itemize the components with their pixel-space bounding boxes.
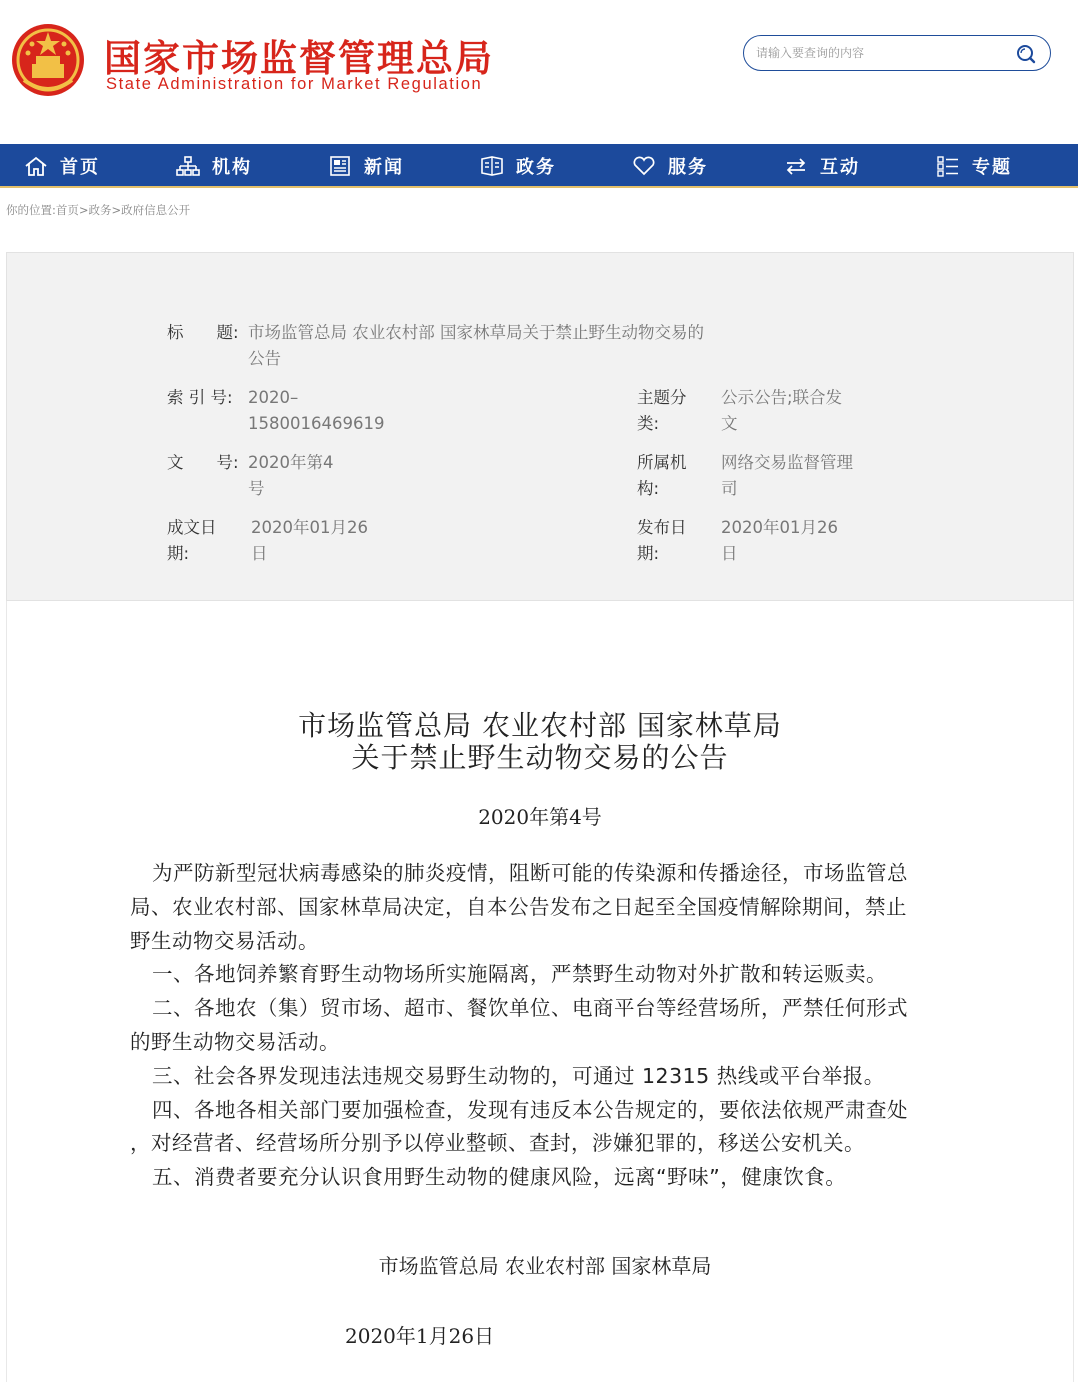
info-title-label: 标 题:	[167, 323, 239, 342]
info-org-line1: 网络交易监督管理	[721, 453, 853, 472]
document-number: 2020年第4号	[478, 805, 602, 829]
info-index-label: 索 引 号:	[167, 388, 233, 407]
info-published-label-line2: 期:	[637, 544, 660, 563]
site-title[interactable]: 国家市场监督管理总局	[104, 37, 494, 80]
info-org-line2: 司	[721, 479, 738, 498]
info-topic-label-line1: 主题分	[637, 388, 687, 407]
home-icon	[24, 155, 48, 177]
document-title	[0, 710, 1080, 774]
info-created-line2: 日	[251, 544, 268, 563]
search-box	[743, 35, 1051, 71]
site-header	[0, 0, 1080, 144]
info-org-label-line1: 所属机	[637, 453, 687, 472]
paragraph-intro-line1: 为严防新型冠状病毒感染的肺炎疫情，阻断可能的传染源和传播途径，市场监管总	[152, 861, 908, 885]
breadcrumb-prefix: 你的位置:	[6, 203, 56, 217]
document-info-panel	[6, 252, 1074, 601]
topic-icon	[936, 155, 960, 177]
info-published-label-line1: 发布日	[637, 518, 687, 537]
nav-label: 政务	[516, 157, 556, 178]
search-icon[interactable]	[1016, 44, 1036, 64]
nav-item-news[interactable]	[304, 144, 456, 188]
national-emblem-icon[interactable]	[10, 20, 86, 100]
paragraph-intro-line2: 局、农业农村部、国家林草局决定，自本公告发布之日起至全国疫情解除期间，禁止	[130, 894, 907, 919]
breadcrumb-home[interactable]: 首页	[55, 203, 79, 217]
breadcrumb	[6, 202, 190, 218]
nav-label: 机构	[212, 157, 252, 178]
info-title-line2: 公告	[248, 349, 281, 368]
main-nav	[0, 144, 1078, 188]
nav-item-service[interactable]	[608, 144, 760, 188]
org-chart-icon	[176, 155, 200, 177]
info-topic-line2: 文	[721, 414, 738, 433]
paragraph-intro-line3: 野生动物交易活动。	[130, 928, 319, 953]
paragraph-item2-line1: 二、各地农（集）贸市场、超市、餐饮单位、电商平台等经营场所，严禁任何形式	[152, 996, 908, 1021]
info-created-line1: 2020年01月26	[251, 518, 368, 537]
info-published-line2: 日	[721, 544, 738, 563]
info-published-line1: 2020年01月26	[721, 518, 838, 537]
breadcrumb-separator: >	[78, 203, 89, 217]
nav-item-org[interactable]	[152, 144, 304, 188]
info-org-label-line2: 构:	[637, 479, 660, 498]
paragraph-item1: 一、各地饲养繁育野生动物场所实施隔离，严禁野生动物对外扩散和转运贩卖。	[152, 962, 887, 987]
nav-label: 服务	[668, 157, 708, 178]
info-created-label-line2: 期:	[167, 544, 190, 563]
paragraph-item4-line1: 四、各地各相关部门要加强检查，发现有违反本公告规定的，要依法依规严肃查处	[152, 1097, 908, 1122]
info-created-label-line1: 成文日	[167, 518, 217, 537]
info-index-line1: 2020–	[248, 388, 299, 407]
document-title-line1: 市场监管总局 农业农村部 国家林草局	[298, 709, 782, 742]
document-sign-date: 2020年1月26日	[345, 1324, 495, 1348]
info-docno-line2: 号	[248, 479, 265, 498]
paragraph-item4-line2: ，对经营者、经营场所分别予以停业整顿、查封，涉嫌犯罪的，移送公安机关。	[130, 1131, 865, 1156]
nav-label: 专题	[972, 157, 1012, 178]
nav-item-home[interactable]	[0, 144, 152, 188]
breadcrumb-separator: >	[111, 203, 122, 217]
paragraph-item2-line2: 的野生动物交易活动。	[130, 1029, 340, 1054]
paragraph-item5: 五、消费者要充分认识食用野生动物的健康风险，远离“野味”，健康饮食。	[152, 1165, 847, 1190]
nav-item-interact[interactable]	[760, 144, 912, 188]
info-title-line1: 市场监管总局 农业农村部 国家林草局关于禁止野生动物交易的	[248, 323, 704, 342]
breadcrumb-affairs[interactable]: 政务	[88, 203, 112, 217]
info-docno-label: 文 号:	[167, 453, 239, 472]
info-docno-line1: 2020年第4	[248, 453, 334, 472]
nav-label: 互动	[820, 157, 860, 178]
document-title-line2: 关于禁止野生动物交易的公告	[351, 741, 729, 774]
affairs-icon	[480, 155, 504, 177]
paragraph-item3: 三、社会各界发现违法违规交易野生动物的，可通过 12315 热线或平台举报。	[152, 1063, 885, 1088]
info-topic-line1: 公示公告;联合发	[721, 388, 843, 407]
exchange-icon	[784, 155, 808, 177]
nav-label: 新闻	[364, 157, 404, 178]
info-topic-label-line2: 类:	[637, 414, 660, 433]
nav-item-topic[interactable]	[912, 144, 1064, 188]
document-signature: 市场监管总局 农业农村部 国家林草局	[378, 1254, 712, 1278]
heart-icon	[632, 155, 656, 177]
document-body	[130, 857, 952, 1195]
breadcrumb-info-disclosure[interactable]: 政府信息公开	[121, 203, 191, 217]
nav-label: 首页	[60, 157, 100, 178]
site-subtitle: State Administration for Market Regulation	[106, 75, 483, 93]
info-index-line2: 1580016469619	[248, 414, 385, 433]
search-input[interactable]	[756, 44, 1006, 62]
nav-item-affairs[interactable]	[456, 144, 608, 188]
news-icon	[328, 155, 352, 177]
